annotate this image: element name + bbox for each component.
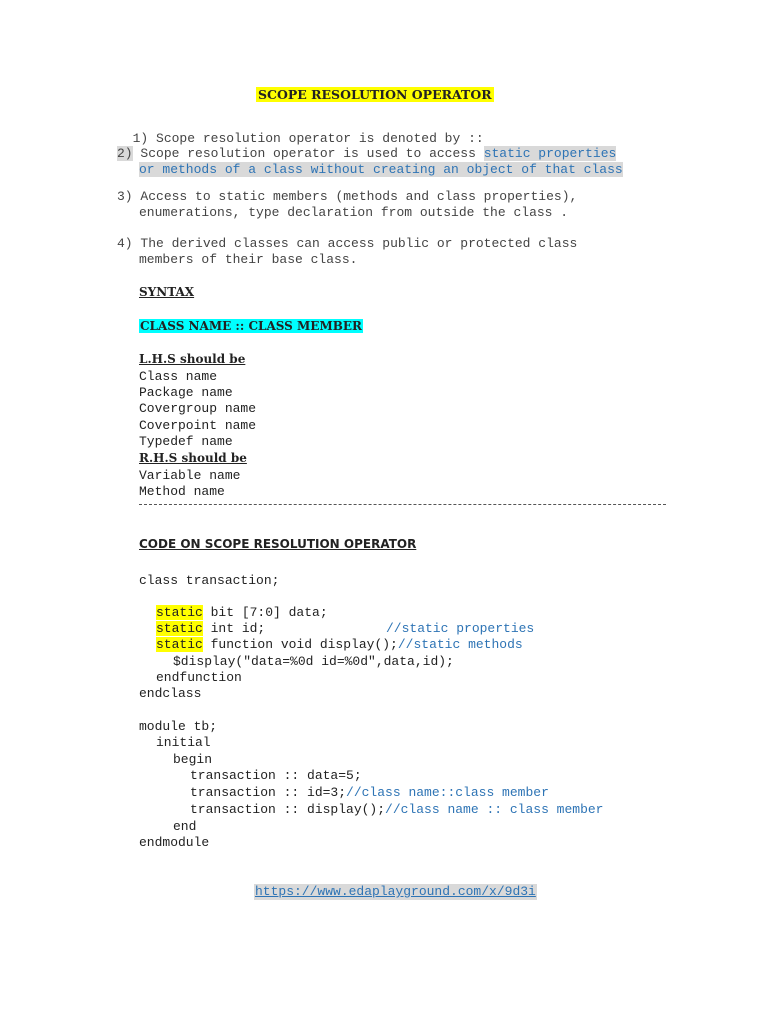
list-number: 3)	[117, 189, 133, 204]
keyword-static: static	[156, 605, 203, 620]
rhs-heading: R.H.S should be	[139, 451, 247, 465]
code-line	[156, 621, 265, 637]
code-comment: //class name :: class member	[385, 802, 604, 817]
code-line: endclass	[139, 686, 202, 701]
code-line: begin	[173, 752, 213, 767]
code-text: transaction :: display();	[190, 802, 386, 817]
highlighted-text: static properties	[483, 146, 617, 161]
lhs-item: Class name	[139, 369, 218, 384]
code-line	[156, 605, 328, 621]
rhs-item: Variable name	[139, 468, 241, 483]
code-text: function void display();	[202, 637, 398, 652]
code-line: module tb;	[139, 719, 218, 734]
code-line: endfunction	[156, 670, 242, 685]
list-item-4-line2: members of their base class.	[139, 252, 358, 267]
code-heading: CODE ON SCOPE RESOLUTION OPERATOR	[139, 537, 417, 551]
highlighted-text: or methods of a class without creating an object of that class	[139, 162, 623, 177]
code-line	[190, 785, 549, 801]
list-item-3-line2: enumerations, type declaration from outside the class .	[139, 205, 569, 220]
list-text: Scope resolution operator is used to access	[140, 146, 484, 161]
syntax-form: CLASS NAME :: CLASS MEMBER	[140, 319, 362, 333]
list-text: Scope resolution operator is denoted by ::	[156, 131, 484, 146]
list-item-2-line2	[139, 162, 623, 178]
code-line: class transaction;	[139, 573, 280, 588]
rhs-item: Method name	[139, 484, 225, 499]
code-line: end	[173, 819, 197, 834]
keyword-static: static	[156, 621, 203, 636]
code-comment: //static properties	[386, 621, 535, 636]
lhs-heading: L.H.S should be	[139, 352, 246, 366]
list-number: 2)	[117, 146, 133, 161]
list-item-4	[117, 236, 577, 252]
lhs-item: Typedef name	[139, 434, 233, 449]
list-number: 4)	[117, 236, 133, 251]
syntax-heading: SYNTAX	[139, 285, 195, 299]
list-item-2	[117, 146, 616, 162]
page-title: SCOPE RESOLUTION OPERATOR	[258, 87, 492, 102]
code-line	[156, 637, 523, 653]
lhs-item: Package name	[139, 385, 233, 400]
list-item-1	[117, 115, 484, 147]
code-line: endmodule	[139, 835, 210, 850]
code-line: initial	[156, 735, 211, 750]
code-comment: //static methods	[397, 637, 523, 652]
code-line	[190, 802, 603, 818]
keyword-static: static	[156, 637, 203, 652]
edaplayground-link[interactable]: https://www.edaplayground.com/x/9d3i	[255, 884, 536, 899]
code-comment: //class name::class member	[346, 785, 549, 800]
code-line: $display("data=%0d id=%0d",data,id);	[173, 654, 454, 669]
list-item-3	[117, 189, 577, 205]
divider	[139, 504, 666, 505]
lhs-item: Covergroup name	[139, 401, 257, 416]
lhs-item: Coverpoint name	[139, 418, 257, 433]
list-text: Access to static members (methods and class properties),	[140, 189, 578, 204]
code-text: int id;	[202, 621, 266, 636]
list-number: 1)	[132, 131, 149, 146]
code-text: bit [7:0] data;	[202, 605, 328, 620]
list-text: The derived classes can access public or protected class	[140, 236, 578, 251]
code-text: transaction :: id=3;	[190, 785, 347, 800]
code-line: transaction :: data=5;	[190, 768, 362, 783]
